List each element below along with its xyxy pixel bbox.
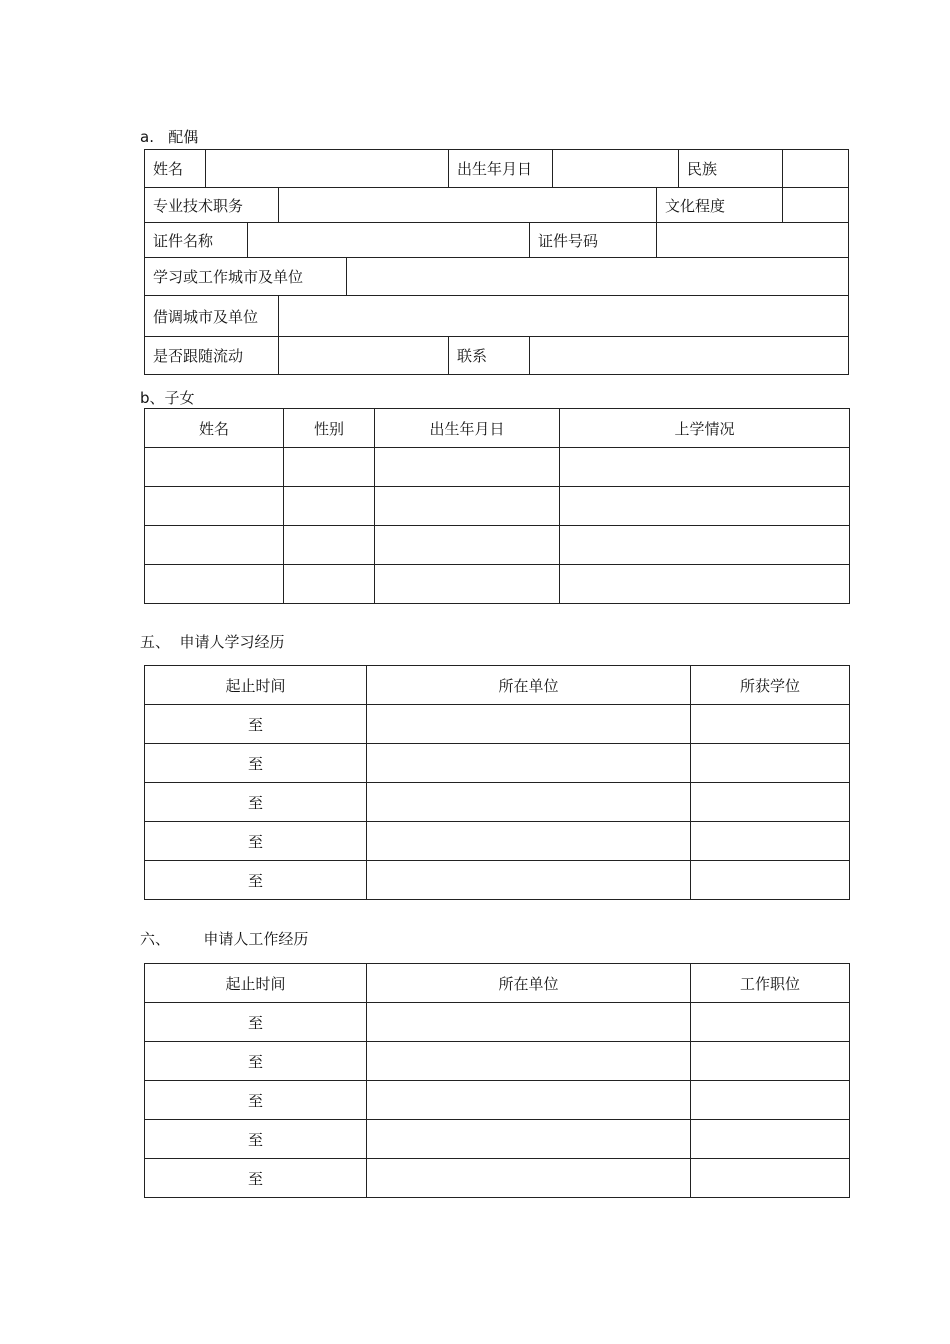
spouse-birth-label: 出生年月日 <box>449 150 553 188</box>
study-header-unit: 所在单位 <box>367 666 691 705</box>
study-history-heading: 五、 申请人学习经历 <box>140 633 285 651</box>
spouse-education-label: 文化程度 <box>657 188 783 223</box>
children-name-cell[interactable] <box>145 487 284 526</box>
study-degree-cell[interactable] <box>691 705 850 744</box>
table-row <box>145 822 850 861</box>
table-row <box>145 448 850 487</box>
table-row <box>145 526 850 565</box>
table-row <box>145 1042 850 1081</box>
study-period-cell[interactable]: 至 <box>145 705 367 744</box>
children-birth-cell[interactable] <box>375 526 560 565</box>
children-schooling-cell[interactable] <box>560 565 850 604</box>
study-degree-cell[interactable] <box>691 744 850 783</box>
children-schooling-cell[interactable] <box>560 487 850 526</box>
children-schooling-cell[interactable] <box>560 448 850 487</box>
work-unit-cell[interactable] <box>367 1042 691 1081</box>
children-birth-cell[interactable] <box>375 565 560 604</box>
children-birth-cell[interactable] <box>375 448 560 487</box>
children-name-cell[interactable] <box>145 565 284 604</box>
work-history-table <box>144 963 850 1198</box>
work-unit-cell[interactable] <box>367 1003 691 1042</box>
study-unit-cell[interactable] <box>367 744 691 783</box>
spouse-title-field[interactable] <box>279 188 657 223</box>
spouse-title-label: 专业技术职务 <box>145 188 279 223</box>
table-row <box>145 487 850 526</box>
work-header-period: 起止时间 <box>145 964 367 1003</box>
children-birth-cell[interactable] <box>375 487 560 526</box>
work-history-heading: 六、 申请人工作经历 <box>140 930 309 948</box>
study-unit-cell[interactable] <box>367 783 691 822</box>
children-gender-cell[interactable] <box>284 448 375 487</box>
spouse-follow-field[interactable] <box>279 337 449 375</box>
work-position-cell[interactable] <box>691 1042 850 1081</box>
study-period-cell[interactable]: 至 <box>145 783 367 822</box>
spouse-follow-label: 是否跟随流动 <box>145 337 279 375</box>
spouse-contact-label: 联系 <box>449 337 530 375</box>
work-period-cell[interactable]: 至 <box>145 1159 367 1198</box>
study-header-degree: 所获学位 <box>691 666 850 705</box>
work-unit-cell[interactable] <box>367 1120 691 1159</box>
work-unit-cell[interactable] <box>367 1081 691 1120</box>
children-header-birth: 出生年月日 <box>375 409 560 448</box>
children-schooling-cell[interactable] <box>560 526 850 565</box>
spouse-ethnicity-field[interactable] <box>783 150 849 188</box>
spouse-id-type-label: 证件名称 <box>145 223 248 258</box>
children-name-cell[interactable] <box>145 526 284 565</box>
work-position-cell[interactable] <box>691 1159 850 1198</box>
study-unit-cell[interactable] <box>367 822 691 861</box>
table-row <box>145 705 850 744</box>
spouse-seconded-label: 借调城市及单位 <box>145 296 279 337</box>
spouse-education-field[interactable] <box>783 188 849 223</box>
study-unit-cell[interactable] <box>367 861 691 900</box>
children-heading: b、子女 <box>140 389 195 407</box>
children-gender-cell[interactable] <box>284 487 375 526</box>
spouse-table <box>144 149 849 375</box>
work-period-cell[interactable]: 至 <box>145 1120 367 1159</box>
table-row <box>145 1120 850 1159</box>
children-header-schooling: 上学情况 <box>560 409 850 448</box>
work-period-cell[interactable]: 至 <box>145 1081 367 1120</box>
table-row <box>145 1003 850 1042</box>
children-name-cell[interactable] <box>145 448 284 487</box>
table-row <box>145 783 850 822</box>
spouse-seconded-field[interactable] <box>279 296 849 337</box>
table-row <box>145 744 850 783</box>
spouse-name-label: 姓名 <box>145 150 206 188</box>
spouse-ethnicity-label: 民族 <box>679 150 783 188</box>
work-position-cell[interactable] <box>691 1003 850 1042</box>
table-row <box>145 1081 850 1120</box>
work-period-cell[interactable]: 至 <box>145 1042 367 1081</box>
study-period-cell[interactable]: 至 <box>145 744 367 783</box>
study-period-cell[interactable]: 至 <box>145 822 367 861</box>
spouse-id-number-label: 证件号码 <box>530 223 657 258</box>
work-header-position: 工作职位 <box>691 964 850 1003</box>
study-period-cell[interactable]: 至 <box>145 861 367 900</box>
spouse-contact-field[interactable] <box>530 337 849 375</box>
study-header-period: 起止时间 <box>145 666 367 705</box>
work-position-cell[interactable] <box>691 1120 850 1159</box>
table-row <box>145 861 850 900</box>
work-position-cell[interactable] <box>691 1081 850 1120</box>
children-header-name: 姓名 <box>145 409 284 448</box>
children-gender-cell[interactable] <box>284 526 375 565</box>
table-row <box>145 565 850 604</box>
study-history-table <box>144 665 850 900</box>
spouse-name-field[interactable] <box>206 150 449 188</box>
spouse-id-type-field[interactable] <box>248 223 530 258</box>
study-degree-cell[interactable] <box>691 861 850 900</box>
work-header-unit: 所在单位 <box>367 964 691 1003</box>
spouse-heading: a. 配偶 <box>140 128 199 146</box>
study-degree-cell[interactable] <box>691 822 850 861</box>
work-period-cell[interactable]: 至 <box>145 1003 367 1042</box>
table-row <box>145 1159 850 1198</box>
spouse-study-work-field[interactable] <box>347 258 849 296</box>
children-gender-cell[interactable] <box>284 565 375 604</box>
spouse-id-number-field[interactable] <box>657 223 849 258</box>
children-table <box>144 408 850 604</box>
study-degree-cell[interactable] <box>691 783 850 822</box>
study-unit-cell[interactable] <box>367 705 691 744</box>
children-header-gender: 性别 <box>284 409 375 448</box>
work-unit-cell[interactable] <box>367 1159 691 1198</box>
spouse-birth-field[interactable] <box>553 150 679 188</box>
spouse-study-work-label: 学习或工作城市及单位 <box>145 258 347 296</box>
